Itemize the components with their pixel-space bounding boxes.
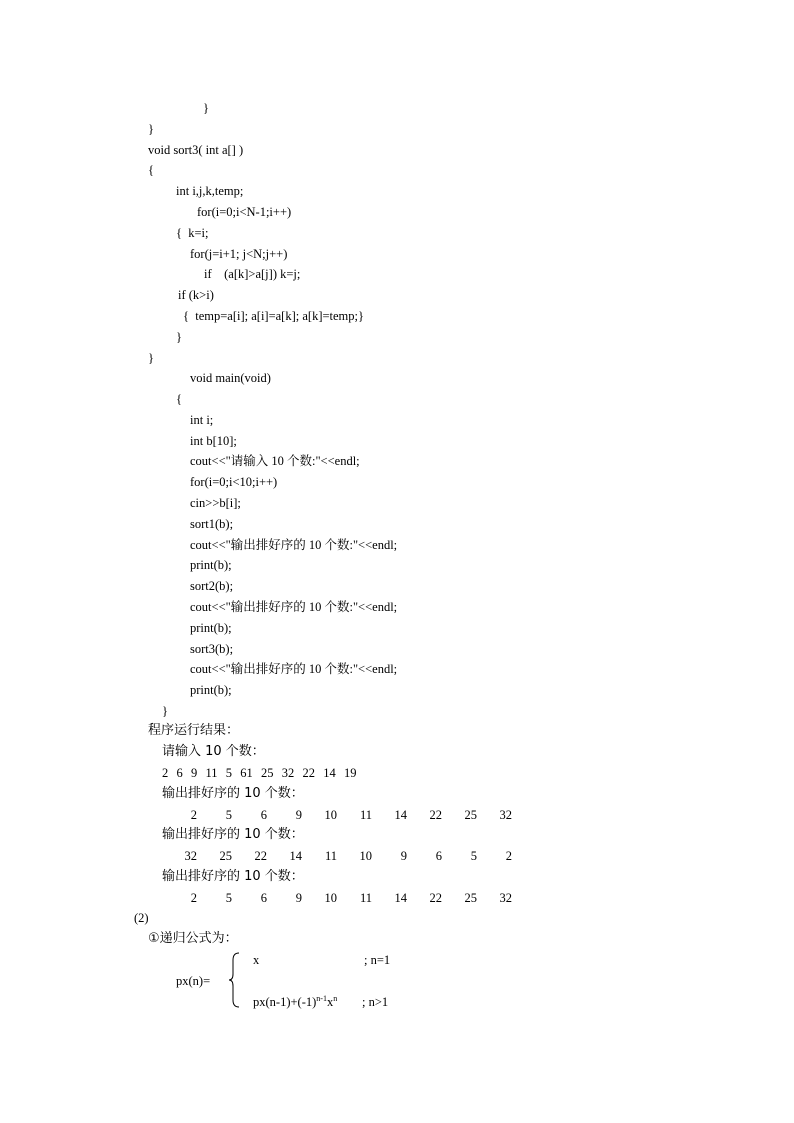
case2-sup2: n [333, 994, 338, 1003]
code-line: int i,j,k,temp; [176, 184, 244, 198]
result-value: 25 [464, 891, 477, 905]
result-value: 22 [429, 808, 442, 822]
result-value: 6 [435, 849, 442, 863]
result-value: 10 [324, 891, 337, 905]
code-line: if (k>i) [178, 288, 214, 302]
code-line: for(i=0;i<N-1;i++) [197, 205, 292, 219]
code-line: cout<<"输出排好序的 10 个数:"<<endl; [190, 538, 398, 552]
code-line: cin>>b[i]; [190, 496, 241, 510]
code-line: int b[10]; [190, 434, 237, 448]
code-line: { [176, 392, 182, 406]
result-value: 22 [254, 849, 267, 863]
result-value: 32 [499, 808, 512, 822]
result-value: 32 [499, 891, 512, 905]
code-line: if (a[k]>a[j]) k=j; [204, 267, 301, 281]
case2-sup1: n-1 [316, 994, 327, 1003]
result-value: 25 [464, 808, 477, 822]
code-line: sort3(b); [190, 642, 234, 656]
code-line: sort2(b); [190, 579, 234, 593]
result-label-1: 输出排好序的 10 个数： [162, 786, 304, 801]
result-value: 9 [295, 891, 302, 905]
result-value: 9 [295, 808, 302, 822]
result-value: 2 [505, 849, 512, 863]
result-value: 22 [429, 891, 442, 905]
case2-cond: ; n>1 [362, 995, 389, 1009]
case1-cond: ; n=1 [364, 953, 391, 967]
result-value: 10 [359, 849, 372, 863]
code-line: } [162, 704, 168, 718]
result-value: 10 [324, 808, 337, 822]
formula-lhs: px(n)= [176, 974, 211, 988]
case2-expr [253, 994, 337, 1012]
code-line: print(b); [190, 683, 232, 697]
code-line: print(b); [190, 558, 232, 572]
result-value: 14 [394, 808, 407, 822]
code-line: for(i=0;i<10;i++) [190, 475, 278, 489]
code-line: void sort3( int a[] ) [148, 143, 244, 157]
result-value: 2 [190, 808, 197, 822]
code-line: } [176, 330, 182, 344]
code-line: void main(void) [190, 371, 271, 385]
result-value: 6 [260, 808, 267, 822]
result-value: 9 [400, 849, 407, 863]
formula-title: ①递归公式为： [148, 931, 238, 946]
result-label-2: 输出排好序的 10 个数： [162, 827, 304, 842]
result-value: 25 [219, 849, 232, 863]
code-line: { [148, 163, 154, 177]
result-prompt: 请输入 10 个数： [162, 744, 265, 759]
result-value: 6 [260, 891, 267, 905]
result-label-3: 输出排好序的 10 个数： [162, 869, 304, 884]
left-brace-icon [228, 952, 240, 1008]
code-line: { k=i; [176, 226, 209, 240]
result-value: 11 [359, 808, 372, 822]
case2-x: x [326, 995, 334, 1009]
result-value: 32 [184, 849, 197, 863]
code-line: cout<<"输出排好序的 10 个数:"<<endl; [190, 600, 398, 614]
case2-expr-a: px(n-1)+(-1) [253, 995, 317, 1009]
code-line: { temp=a[i]; a[i]=a[k]; a[k]=temp;} [183, 309, 364, 323]
result-value: 14 [394, 891, 407, 905]
result-value: 14 [289, 849, 302, 863]
result-value: 11 [324, 849, 337, 863]
code-line: cout<<"请输入 10 个数:"<<endl; [190, 454, 360, 468]
code-line: for(j=i+1; j<N;j++) [190, 247, 288, 261]
result-value: 5 [225, 808, 232, 822]
result-value: 2 [190, 891, 197, 905]
result-value: 5 [225, 891, 232, 905]
code-line: print(b); [190, 621, 232, 635]
code-line: int i; [190, 413, 214, 427]
code-line: cout<<"输出排好序的 10 个数:"<<endl; [190, 662, 398, 676]
result-value: 5 [470, 849, 477, 863]
part-number: (2) [134, 911, 149, 925]
code-line: } [148, 122, 154, 136]
code-line: } [203, 101, 209, 115]
result-value: 11 [359, 891, 372, 905]
result-input: 2 6 9 11 5 61 25 32 22 14 19 [162, 766, 357, 780]
code-line: } [148, 351, 154, 365]
code-line: sort1(b); [190, 517, 234, 531]
case1-expr: x [253, 953, 260, 967]
result-heading: 程序运行结果： [148, 723, 240, 738]
